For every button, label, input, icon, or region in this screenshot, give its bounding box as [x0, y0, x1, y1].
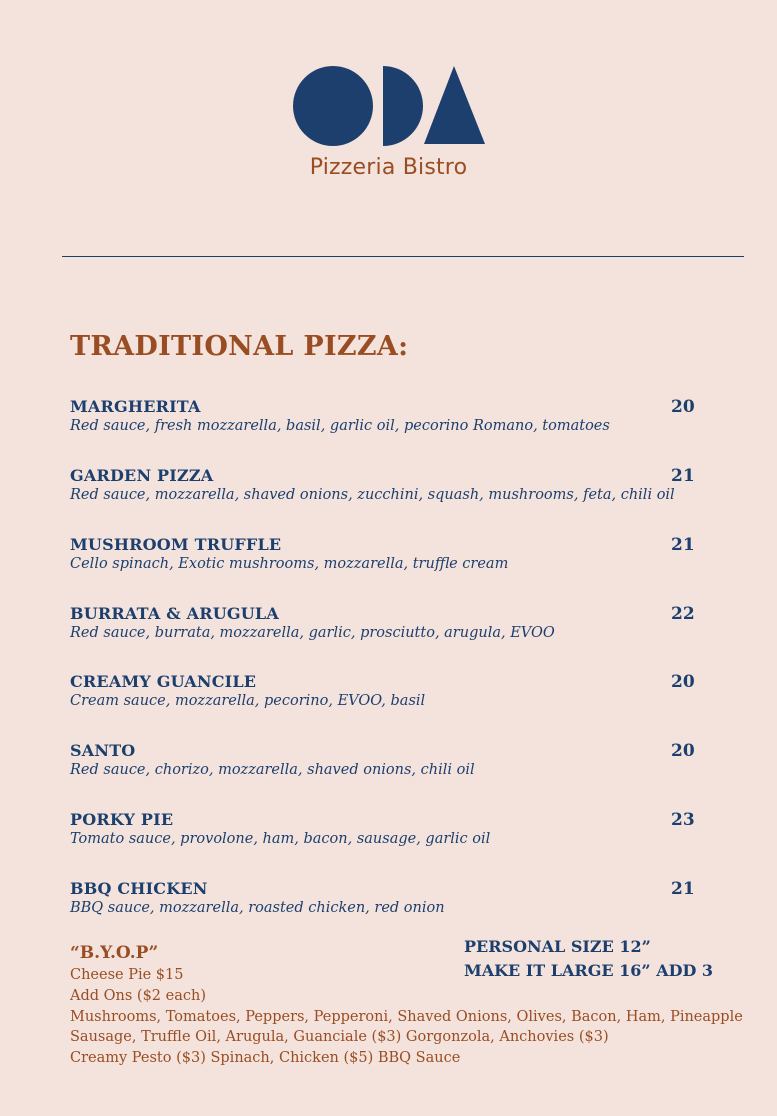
oda-logo-mark [292, 64, 488, 148]
personal-size-note: PERSONAL SIZE 12” [464, 937, 651, 956]
menu-item [70, 672, 710, 722]
item-name: MARGHERITA [70, 397, 201, 416]
byop-title: “B.Y.O.P” [70, 943, 159, 963]
item-description: Red sauce, chorizo, mozzarella, shaved onions, chili oil [70, 762, 475, 778]
large-size-note: MAKE IT LARGE 16” ADD 3 [464, 961, 714, 980]
item-description: Tomato sauce, provolone, ham, bacon, sausage, garlic oil [70, 831, 491, 847]
byop-line: Mushrooms, Tomatoes, Peppers, Pepperoni, Shaved Onions, Olives, Bacon, Ham, Pineapple [70, 1009, 743, 1025]
byop-line: Add Ons ($2 each) [70, 988, 206, 1004]
item-price: 20 [671, 397, 695, 417]
brand-tagline: Pizzeria Bistro [309, 155, 468, 180]
menu-item [70, 879, 710, 929]
menu-item [70, 466, 710, 516]
item-description: Cream sauce, mozzarella, pecorino, EVOO, basil [70, 693, 426, 709]
menu-item [70, 535, 710, 585]
item-description: Red sauce, fresh mozzarella, basil, garlic oil, pecorino Romano, tomatoes [70, 418, 610, 434]
item-name: SANTO [70, 741, 136, 760]
item-name: BURRATA & ARUGULA [70, 604, 279, 623]
item-price: 21 [671, 879, 695, 899]
menu-item [70, 397, 710, 447]
item-price: 21 [671, 535, 695, 555]
byop-line: Creamy Pesto ($3) Spinach, Chicken ($5) BBQ Sauce [70, 1050, 461, 1066]
byop-line: Cheese Pie $15 [70, 967, 184, 983]
item-price: 20 [671, 741, 695, 761]
item-description: Red sauce, burrata, mozzarella, garlic, prosciutto, arugula, EVOO [70, 625, 555, 641]
menu-item [70, 604, 710, 654]
item-name: CREAMY GUANCILE [70, 672, 257, 691]
item-name: MUSHROOM TRUFFLE [70, 535, 282, 554]
item-price: 21 [671, 466, 695, 486]
item-description: Cello spinach, Exotic mushrooms, mozzarella, truffle cream [70, 556, 509, 572]
item-price: 20 [671, 672, 695, 692]
oda-logo [292, 64, 488, 148]
item-name: PORKY PIE [70, 810, 174, 829]
item-name: BBQ CHICKEN [70, 879, 208, 898]
item-description: BBQ sauce, mozzarella, roasted chicken, red onion [70, 900, 445, 916]
section-title: TRADITIONAL PIZZA: [70, 331, 409, 362]
item-name: GARDEN PIZZA [70, 466, 214, 485]
item-price: 22 [671, 604, 695, 624]
item-price: 23 [671, 810, 695, 830]
header-divider [62, 256, 744, 257]
menu-item [70, 810, 710, 860]
byop-line: Sausage, Truffle Oil, Arugula, Guanciale ($3) Gorgonzola, Anchovies ($3) [70, 1029, 609, 1045]
item-description: Red sauce, mozzarella, shaved onions, zucchini, squash, mushrooms, feta, chili oil [70, 487, 675, 503]
menu-item [70, 741, 710, 791]
